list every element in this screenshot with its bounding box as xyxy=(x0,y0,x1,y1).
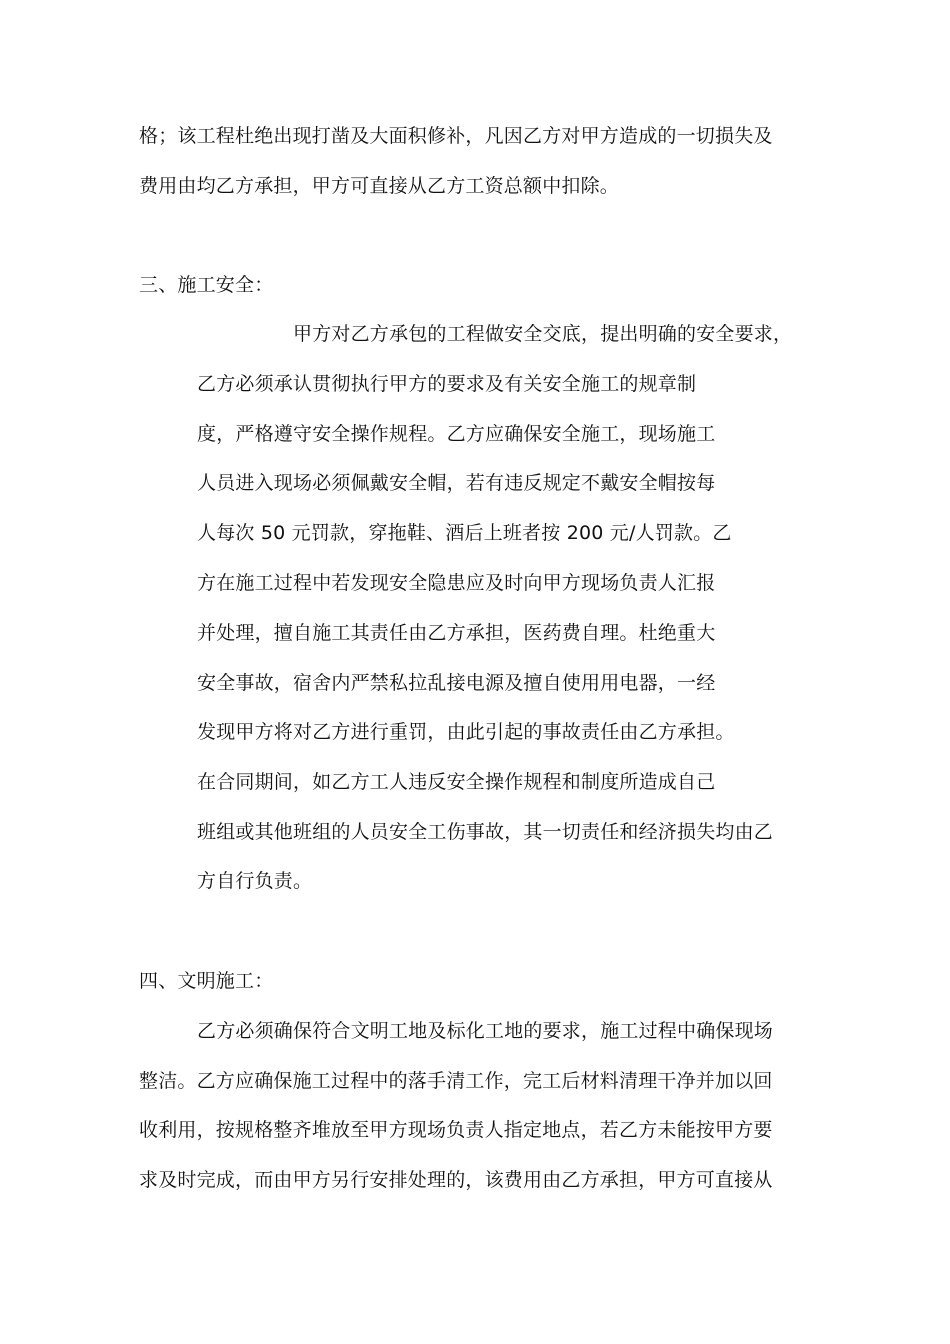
paragraph-line: 收利用，按规格整齐堆放至甲方现场负责人指定地点，若乙方未能按甲方要 xyxy=(139,1119,773,1141)
paragraph-line: 人每次 50 元罚款，穿拖鞋、酒后上班者按 200 元/人罚款。乙 xyxy=(197,522,732,544)
paragraph-line: 在合同期间，如乙方工人违反安全操作规程和制度所造成自己 xyxy=(197,771,716,793)
paragraph-line: 并处理，擅自施工其责任由乙方承担，医药费自理。杜绝重大 xyxy=(197,622,716,644)
paragraph-line: 人员进入现场必须佩戴安全帽，若有违反规定不戴安全帽按每 xyxy=(197,472,716,494)
paragraph-line: 甲方对乙方承包的工程做安全交底，提出明确的安全要求， xyxy=(293,323,793,345)
paragraph-line: 方自行负责。 xyxy=(197,870,313,892)
paragraph-line: 求及时完成，而由甲方另行安排处理的，该费用由乙方承担，甲方可直接从 xyxy=(139,1169,773,1191)
paragraph-line: 格；该工程杜绝出现打凿及大面积修补，凡因乙方对甲方造成的一切损失及 xyxy=(139,125,773,147)
paragraph-line: 安全事故，宿舍内严禁私拉乱接电源及擅自使用用电器，一经 xyxy=(197,672,716,694)
paragraph-line: 发现甲方将对乙方进行重罚，由此引起的事故责任由乙方承担。 xyxy=(197,721,735,743)
paragraph-line: 整洁。乙方应确保施工过程中的落手清工作，完工后材料清理干净并加以回 xyxy=(139,1070,773,1092)
paragraph-line: 费用由均乙方承担，甲方可直接从乙方工资总额中扣除。 xyxy=(139,175,620,197)
paragraph-line: 乙方必须承认贯彻执行甲方的要求及有关安全施工的规章制 xyxy=(197,373,697,395)
paragraph-line: 乙方必须确保符合文明工地及标化工地的要求，施工过程中确保现场 xyxy=(197,1020,774,1042)
paragraph-line: 班组或其他班组的人员安全工伤事故，其一切责任和经济损失均由乙 xyxy=(197,821,774,843)
paragraph-line: 度，严格遵守安全操作规程。乙方应确保安全施工，现场施工 xyxy=(197,423,716,445)
section-heading: 三、施工安全： xyxy=(139,274,274,296)
section-heading: 四、文明施工： xyxy=(139,970,274,992)
paragraph-line: 方在施工过程中若发现安全隐患应及时向甲方现场负责人汇报 xyxy=(197,572,716,594)
